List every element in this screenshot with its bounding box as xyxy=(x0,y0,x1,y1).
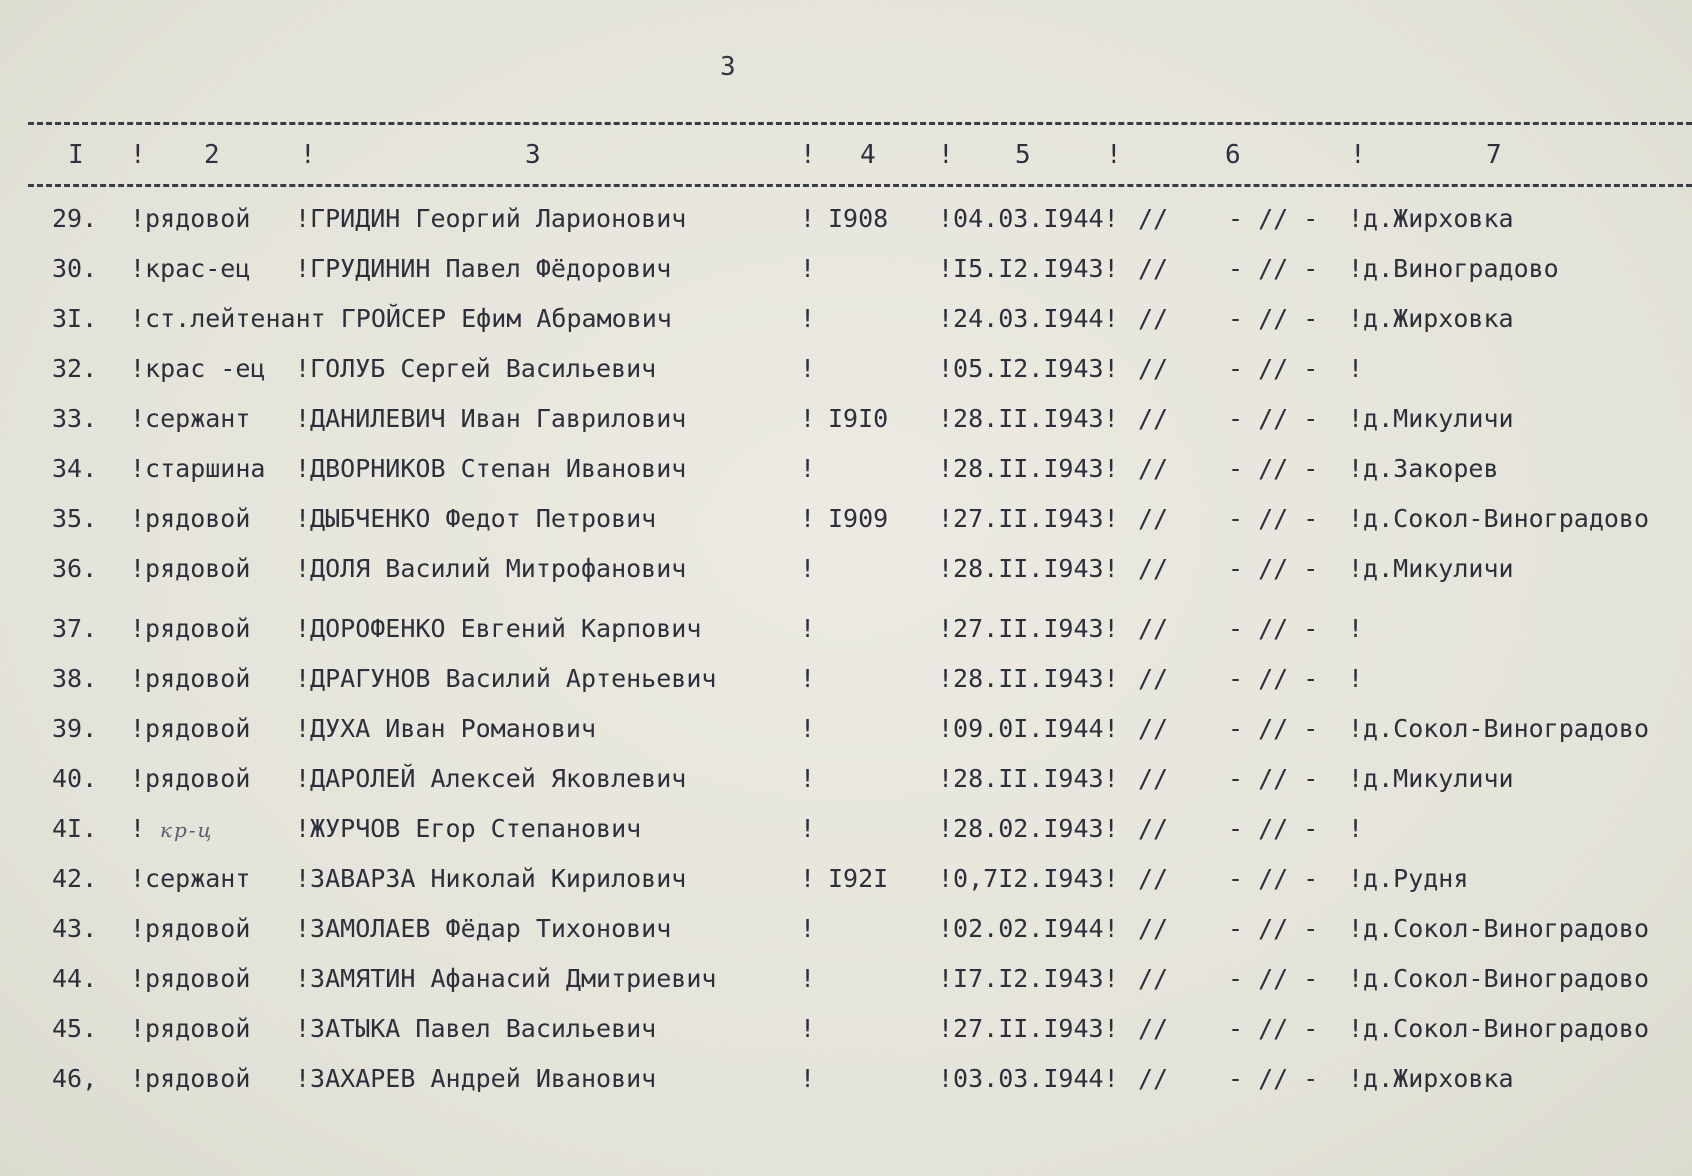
row-place: !д.Жирховка xyxy=(1348,1064,1514,1093)
row-number: 40. xyxy=(52,764,98,793)
row-number: 44. xyxy=(52,964,98,993)
row-number: 30. xyxy=(52,254,98,283)
row-ditto: // xyxy=(1138,1064,1169,1093)
row-ditto: // xyxy=(1138,254,1169,283)
row-place: !д.Микуличи xyxy=(1348,764,1514,793)
row-rank: !рядовой xyxy=(130,1064,251,1093)
row-ditto-mark: - // - xyxy=(1228,614,1319,643)
row-ditto-mark: - // - xyxy=(1228,404,1319,433)
row-number: 33. xyxy=(52,404,98,433)
row-place: ! xyxy=(1348,814,1364,843)
row-date: !04.03.I944! xyxy=(938,204,1119,233)
row-ditto: // xyxy=(1138,204,1169,233)
row-ditto: // xyxy=(1138,304,1169,333)
row-place: ! xyxy=(1348,614,1364,643)
row-ditto: // xyxy=(1138,764,1169,793)
row-name: !ДОЛЯ Василий Митрофанович xyxy=(295,554,687,583)
row-rank: ! xyxy=(130,814,146,843)
handwritten-rank: кр-ц xyxy=(160,818,214,842)
row-ditto-mark: - // - xyxy=(1228,814,1319,843)
row-number: 37. xyxy=(52,614,98,643)
row-rank: !сержант xyxy=(130,864,251,893)
row-number: 35. xyxy=(52,504,98,533)
row-separator: ! xyxy=(800,454,816,483)
table-row xyxy=(0,304,1692,348)
row-name: !ДЫБЧЕНКО Федот Петрович xyxy=(295,504,657,533)
row-name: !ЗАХАРЕВ Андрей Иванович xyxy=(295,1064,657,1093)
row-rank: !рядовой xyxy=(130,554,251,583)
row-name: !ЗАТЫКА Павел Васильевич xyxy=(295,1014,657,1043)
header-separator: ! xyxy=(938,140,954,170)
row-place: !д.Закорев xyxy=(1348,454,1499,483)
row-number: 4I. xyxy=(52,814,98,843)
row-name: !ГРУДИНИН Павел Фёдорович xyxy=(295,254,672,283)
row-rank: !рядовой xyxy=(130,204,251,233)
table-row xyxy=(0,504,1692,548)
row-separator: ! xyxy=(800,714,816,743)
table-row xyxy=(0,204,1692,248)
row-rank: !старшина xyxy=(130,454,266,483)
row-place: !д.Жирховка xyxy=(1348,304,1514,333)
row-date: !03.03.I944! xyxy=(938,1064,1119,1093)
row-name: !ДУХА Иван Романович xyxy=(295,714,597,743)
row-number: 39. xyxy=(52,714,98,743)
row-date: !28.II.I943! xyxy=(938,404,1119,433)
row-date: !27.II.I943! xyxy=(938,1014,1119,1043)
row-separator: ! xyxy=(800,304,816,333)
row-number: 29. xyxy=(52,204,98,233)
row-number: 3I. xyxy=(52,304,98,333)
row-number: 46, xyxy=(52,1064,98,1093)
row-name: !ДАРОЛЕЙ Алексей Яковлевич xyxy=(295,764,687,793)
table-row xyxy=(0,554,1692,598)
row-date: !28.II.I943! xyxy=(938,554,1119,583)
row-ditto-mark: - // - xyxy=(1228,964,1319,993)
table-row xyxy=(0,614,1692,658)
row-ditto: // xyxy=(1138,454,1169,483)
row-number: 34. xyxy=(52,454,98,483)
row-ditto-mark: - // - xyxy=(1228,714,1319,743)
row-rank: !рядовой xyxy=(130,664,251,693)
row-date: !28.II.I943! xyxy=(938,764,1119,793)
row-number: 36. xyxy=(52,554,98,583)
row-place: !д.Виноградово xyxy=(1348,254,1559,283)
header-col-2: 2 xyxy=(204,140,220,170)
row-ditto-mark: - // - xyxy=(1228,664,1319,693)
row-place: !д.Жирховка xyxy=(1348,204,1514,233)
row-ditto: // xyxy=(1138,554,1169,583)
header-col-6: 6 xyxy=(1225,140,1241,170)
row-name: !ЗАМЯТИН Афанасий Дмитриевич xyxy=(295,964,717,993)
row-name: !ГОЛУБ Сергей Васильевич xyxy=(295,354,657,383)
row-separator: ! xyxy=(800,914,816,943)
row-ditto-mark: - // - xyxy=(1228,1064,1319,1093)
row-ditto: // xyxy=(1138,814,1169,843)
row-name: !ДВОРНИКОВ Степан Иванович xyxy=(295,454,687,483)
row-separator: ! xyxy=(800,864,816,893)
row-place: !д.Сокол-Виноградово xyxy=(1348,1014,1650,1043)
row-ditto: // xyxy=(1138,714,1169,743)
row-number: 38. xyxy=(52,664,98,693)
row-name: !ЖУРЧОВ Егор Степанович xyxy=(295,814,642,843)
table-row xyxy=(0,1064,1692,1108)
row-name: !ДРАГУНОВ Василий Артеньевич xyxy=(295,664,717,693)
row-date: !27.II.I943! xyxy=(938,614,1119,643)
row-separator: ! xyxy=(800,254,816,283)
row-separator: ! xyxy=(800,964,816,993)
table-row xyxy=(0,964,1692,1008)
header-col-1: I xyxy=(68,140,84,170)
row-place: !д.Сокол-Виноградово xyxy=(1348,914,1650,943)
row-name: !ЗАМОЛАЕВ Фёдар Тихонович xyxy=(295,914,672,943)
row-rank: !рядовой xyxy=(130,504,251,533)
row-date: !02.02.I944! xyxy=(938,914,1119,943)
table-row xyxy=(0,714,1692,758)
row-ditto: // xyxy=(1138,504,1169,533)
row-separator: ! xyxy=(800,814,816,843)
row-place: !д.Микуличи xyxy=(1348,554,1514,583)
row-rank: !сержант xyxy=(130,404,251,433)
header-col-7: 7 xyxy=(1486,140,1502,170)
table-row xyxy=(0,454,1692,498)
row-ditto: // xyxy=(1138,864,1169,893)
row-separator: ! xyxy=(800,354,816,383)
row-separator: ! xyxy=(800,764,816,793)
table-row xyxy=(0,914,1692,958)
row-ditto-mark: - // - xyxy=(1228,454,1319,483)
row-date: !I7.I2.I943! xyxy=(938,964,1119,993)
row-separator: ! xyxy=(800,554,816,583)
table-row xyxy=(0,664,1692,708)
row-name: !ЗАВАРЗА Николай Кирилович xyxy=(295,864,687,893)
page-number: 3 xyxy=(720,52,736,82)
row-place: !д.Рудня xyxy=(1348,864,1469,893)
row-date: !28.II.I943! xyxy=(938,454,1119,483)
row-separator: ! xyxy=(800,204,816,233)
row-ditto: // xyxy=(1138,1014,1169,1043)
row-separator: ! xyxy=(800,664,816,693)
row-date: !28.II.I943! xyxy=(938,664,1119,693)
row-separator: ! xyxy=(800,504,816,533)
header-col-4: 4 xyxy=(860,140,876,170)
row-rank: !крас -ец xyxy=(130,354,266,383)
header-separator: ! xyxy=(130,140,146,170)
row-separator: ! xyxy=(800,1064,816,1093)
table-row xyxy=(0,764,1692,808)
header-col-3: 3 xyxy=(525,140,541,170)
row-ditto-mark: - // - xyxy=(1228,764,1319,793)
row-place: !д.Сокол-Виноградово xyxy=(1348,964,1650,993)
header-top-rule xyxy=(28,122,1692,125)
row-rank: !крас-ец xyxy=(130,254,251,283)
row-place: ! xyxy=(1348,664,1364,693)
row-ditto-mark: - // - xyxy=(1228,504,1319,533)
row-name: !ДАНИЛЕВИЧ Иван Гаврилович xyxy=(295,404,687,433)
table-row xyxy=(0,404,1692,448)
row-name: !ДОРОФЕНКО Евгений Карпович xyxy=(295,614,702,643)
row-ditto-mark: - // - xyxy=(1228,554,1319,583)
table-row xyxy=(0,814,1692,858)
row-ditto-mark: - // - xyxy=(1228,254,1319,283)
row-rank: !рядовой xyxy=(130,1014,251,1043)
row-rank: !ст.лейтенант ГРОЙСЕР Ефим Абрамович xyxy=(130,304,672,333)
row-rank: !рядовой xyxy=(130,614,251,643)
row-ditto: // xyxy=(1138,404,1169,433)
row-ditto-mark: - // - xyxy=(1228,204,1319,233)
row-date: !05.I2.I943! xyxy=(938,354,1119,383)
row-date: !27.II.I943! xyxy=(938,504,1119,533)
row-number: 43. xyxy=(52,914,98,943)
row-ditto-mark: - // - xyxy=(1228,354,1319,383)
row-year: I9I0 xyxy=(828,404,889,433)
table-row xyxy=(0,864,1692,908)
row-ditto-mark: - // - xyxy=(1228,1014,1319,1043)
table-row xyxy=(0,1014,1692,1058)
row-ditto-mark: - // - xyxy=(1228,864,1319,893)
row-number: 32. xyxy=(52,354,98,383)
header-separator: ! xyxy=(1350,140,1366,170)
header-bottom-rule xyxy=(28,184,1692,187)
row-rank: !рядовой xyxy=(130,914,251,943)
row-separator: ! xyxy=(800,1014,816,1043)
row-ditto: // xyxy=(1138,914,1169,943)
header-separator: ! xyxy=(1106,140,1122,170)
row-year: I92I xyxy=(828,864,889,893)
row-place: ! xyxy=(1348,354,1364,383)
row-rank: !рядовой xyxy=(130,764,251,793)
row-place: !д.Микуличи xyxy=(1348,404,1514,433)
row-year: I908 xyxy=(828,204,889,233)
row-ditto: // xyxy=(1138,614,1169,643)
row-rank: !рядовой xyxy=(130,714,251,743)
row-date: !09.0I.I944! xyxy=(938,714,1119,743)
row-number: 45. xyxy=(52,1014,98,1043)
header-separator: ! xyxy=(300,140,316,170)
row-ditto: // xyxy=(1138,354,1169,383)
row-year: I909 xyxy=(828,504,889,533)
row-ditto-mark: - // - xyxy=(1228,304,1319,333)
row-ditto-mark: - // - xyxy=(1228,914,1319,943)
row-date: !I5.I2.I943! xyxy=(938,254,1119,283)
row-place: !д.Сокол-Виноградово xyxy=(1348,714,1650,743)
header-separator: ! xyxy=(800,140,816,170)
row-rank: !рядовой xyxy=(130,964,251,993)
header-col-5: 5 xyxy=(1015,140,1031,170)
row-ditto: // xyxy=(1138,664,1169,693)
row-separator: ! xyxy=(800,614,816,643)
row-ditto: // xyxy=(1138,964,1169,993)
row-separator: ! xyxy=(800,404,816,433)
row-name: !ГРИДИН Георгий Ларионович xyxy=(295,204,687,233)
row-place: !д.Сокол-Виноградово xyxy=(1348,504,1650,533)
row-number: 42. xyxy=(52,864,98,893)
table-row xyxy=(0,254,1692,298)
row-date: !0,7I2.I943! xyxy=(938,864,1119,893)
row-date: !28.02.I943! xyxy=(938,814,1119,843)
table-row xyxy=(0,354,1692,398)
row-date: !24.03.I944! xyxy=(938,304,1119,333)
